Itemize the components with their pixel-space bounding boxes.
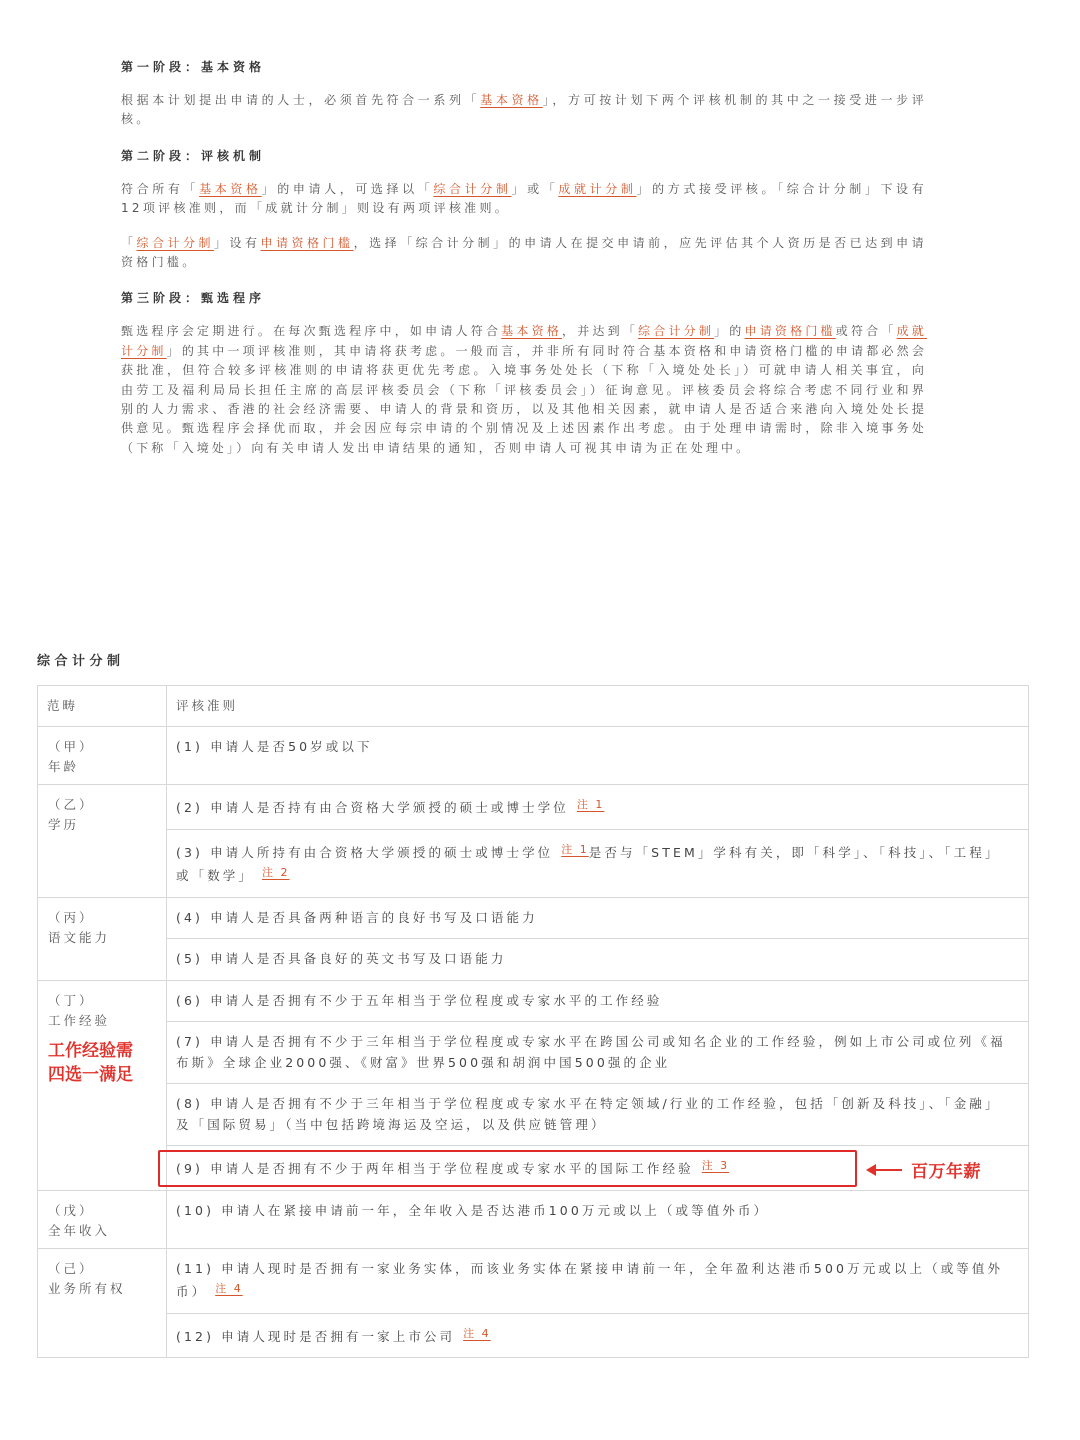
note-2-link[interactable]: 注 2: [262, 866, 290, 879]
stage2-paragraph-2: 「综合计分制」设有申请资格门槛，选择「综合计分制」的申请人在提交申请前，应先评估其个人资历是否已达到申请资格门槛。: [121, 235, 927, 270]
criterion-9: (9) 申请人是否拥有不少于两年相当于学位程度或专家水平的国际工作经验 注 3: [167, 1146, 1029, 1191]
criterion-11: (11) 申请人现时是否拥有一家业务实体，而该业务实体在紧接申请前一年，全年盈利达港币500万元或以上（或等值外币） 注 4: [167, 1248, 1029, 1313]
note-1-link[interactable]: 注 1: [561, 842, 589, 856]
note-3-link[interactable]: 注 3: [701, 1159, 730, 1172]
table-row: [38, 829, 1029, 897]
table-row: [38, 897, 1029, 939]
work-experience-annotation: 工作经验需 四选一满足: [48, 1040, 133, 1085]
stage2-paragraph-1: 符合所有「基本资格」的申请人，可选择以「综合计分制」或「成就计分制」的方式接受评核。「综合计分制」下设有12项评核准则，而「成就计分制」则设有两项评核准则。: [121, 181, 927, 216]
table-row: [38, 1190, 1029, 1248]
intro-section: [121, 56, 927, 473]
criterion-10: (10) 申请人在紧接申请前一年，全年收入是否达港币100万元或以上（或等值外币）: [167, 1190, 1029, 1248]
note-4-link[interactable]: 注 4: [215, 1282, 243, 1295]
category-work-experience: （丁） 工作经验 工作经验需 四选一满足: [38, 980, 167, 1190]
link-general-points-test[interactable]: 综合计分制: [136, 235, 215, 250]
header-category: 范畴: [38, 686, 167, 727]
link-achievement-based-points-test[interactable]: 成就计分制: [558, 181, 637, 196]
category-business-ownership: （己） 业务所有权: [38, 1248, 167, 1358]
note-1-link[interactable]: 注 1: [576, 798, 605, 811]
link-application-threshold[interactable]: 申请资格门槛: [744, 324, 836, 339]
category-language: （丙） 语文能力: [38, 897, 167, 980]
criterion-12: (12) 申请人现时是否拥有一家上市公司 注 4: [167, 1313, 1029, 1358]
link-basic-eligibility[interactable]: 基本资格: [480, 93, 543, 107]
arrow-left-icon: [866, 1163, 902, 1177]
stage2-heading: 第二阶段：评核机制: [121, 148, 266, 163]
points-test-table: [37, 685, 1029, 1358]
table-title: 综合计分制: [37, 654, 125, 669]
table-row: [38, 1248, 1029, 1313]
table-row: [38, 939, 1029, 981]
table-row: [38, 980, 1029, 1022]
link-basic-eligibility[interactable]: 基本资格: [199, 181, 262, 196]
note-4-link[interactable]: 注 4: [463, 1326, 491, 1340]
criterion-8: (8) 申请人是否拥有不少于三年相当于学位程度或专家水平在特定领域/行业的工作经验，包括「创新及科技」、「金融」及「国际贸易」（当中包括跨境海运及空运，以及供应链管理）: [167, 1084, 1029, 1146]
criterion-7: (7) 申请人是否拥有不少于三年相当于学位程度或专家水平在跨国公司或知名企业的工作经验，例如上市公司或位列《福布斯》全球企业2000强、《财富》世界500强和胡润中国500强的企业: [167, 1022, 1029, 1084]
table-row: [38, 1313, 1029, 1358]
stage1-paragraph: 根据本计划提出申请的人士，必须首先符合一系列「基本资格」，方可按计划下两个评核机制的其中之一接受进一步评核。: [121, 93, 928, 127]
criterion-6: (6) 申请人是否拥有不少于五年相当于学位程度或专家水平的工作经验: [167, 980, 1029, 1022]
link-general-points-test[interactable]: 综合计分制: [638, 324, 715, 339]
link-achievement-based-points-test[interactable]: 成就计分制: [121, 324, 927, 358]
header-criteria: 评核准则: [167, 686, 1029, 727]
criterion-3: (3) 申请人所持有由合资格大学颁授的硕士或博士学位 注 1是否与「STEM」学科有关，即「科学」、「科技」、「工程」或「数学」 注 2: [167, 829, 1029, 897]
criterion-4: (4) 申请人是否具备两种语言的良好书写及口语能力: [167, 897, 1029, 939]
link-basic-eligibility[interactable]: 基本资格: [501, 324, 562, 339]
link-general-points-test[interactable]: 综合计分制: [433, 181, 512, 196]
category-annual-income: （戊） 全年收入: [38, 1190, 167, 1248]
category-age: （甲） 年龄: [38, 727, 167, 785]
stage3-heading: 第三阶段：甄选程序: [121, 291, 266, 306]
link-application-threshold[interactable]: 申请资格门槛: [260, 235, 354, 250]
table-header-row: [38, 686, 1029, 727]
table-row: [38, 727, 1029, 785]
stage3-paragraph: 甄选程序会定期进行。在每次甄选程序中，如申请人符合基本资格，并达到「综合计分制」的申请资格门槛或符合「成就计分制」的其中一项评核准则，其申请将获考虑。一般而言，并非所有同时符合基本资格和申请资格门槛的申请都必然会获批准，但符合较多评核准则的申请将获更优先考虑。入境事务处处长（下称「入境处处长」）可就申请人相关事宜，向由劳工及福利局局长担任主席的高层评核委员会（下称「评核委员会」）征询意见。评核委员会将综合考虑不同行业和界别的人力需求、香港的社会经济需要、申请人的背景和资历，以及其他相关因素，就申请人是否适合来港向入境处处长提供意见。甄选程序会择优而取，并会因应每宗申请的个别情况及上述因素作出考虑。由于处理申请需时，除非入境事务处（下称「入境处」）向有关申请人发出申请结果的通知，否则申请人可视其申请为正在处理中。: [121, 324, 928, 455]
annotation-label: 百万年薪: [911, 1162, 981, 1182]
criterion-5: (5) 申请人是否具备良好的英文书写及口语能力: [167, 939, 1029, 981]
income-highlight-box: [158, 1150, 857, 1187]
category-education: （乙） 学历: [38, 785, 167, 898]
criterion-2: (2) 申请人是否持有由合资格大学颁授的硕士或博士学位 注 1: [167, 785, 1029, 830]
table-row: [38, 1022, 1029, 1084]
stage1-heading: 第一阶段：基本资格: [121, 60, 266, 74]
criterion-1: (1) 申请人是否50岁或以下: [167, 727, 1029, 785]
table-row: [38, 1084, 1029, 1146]
table-row: [38, 785, 1029, 830]
